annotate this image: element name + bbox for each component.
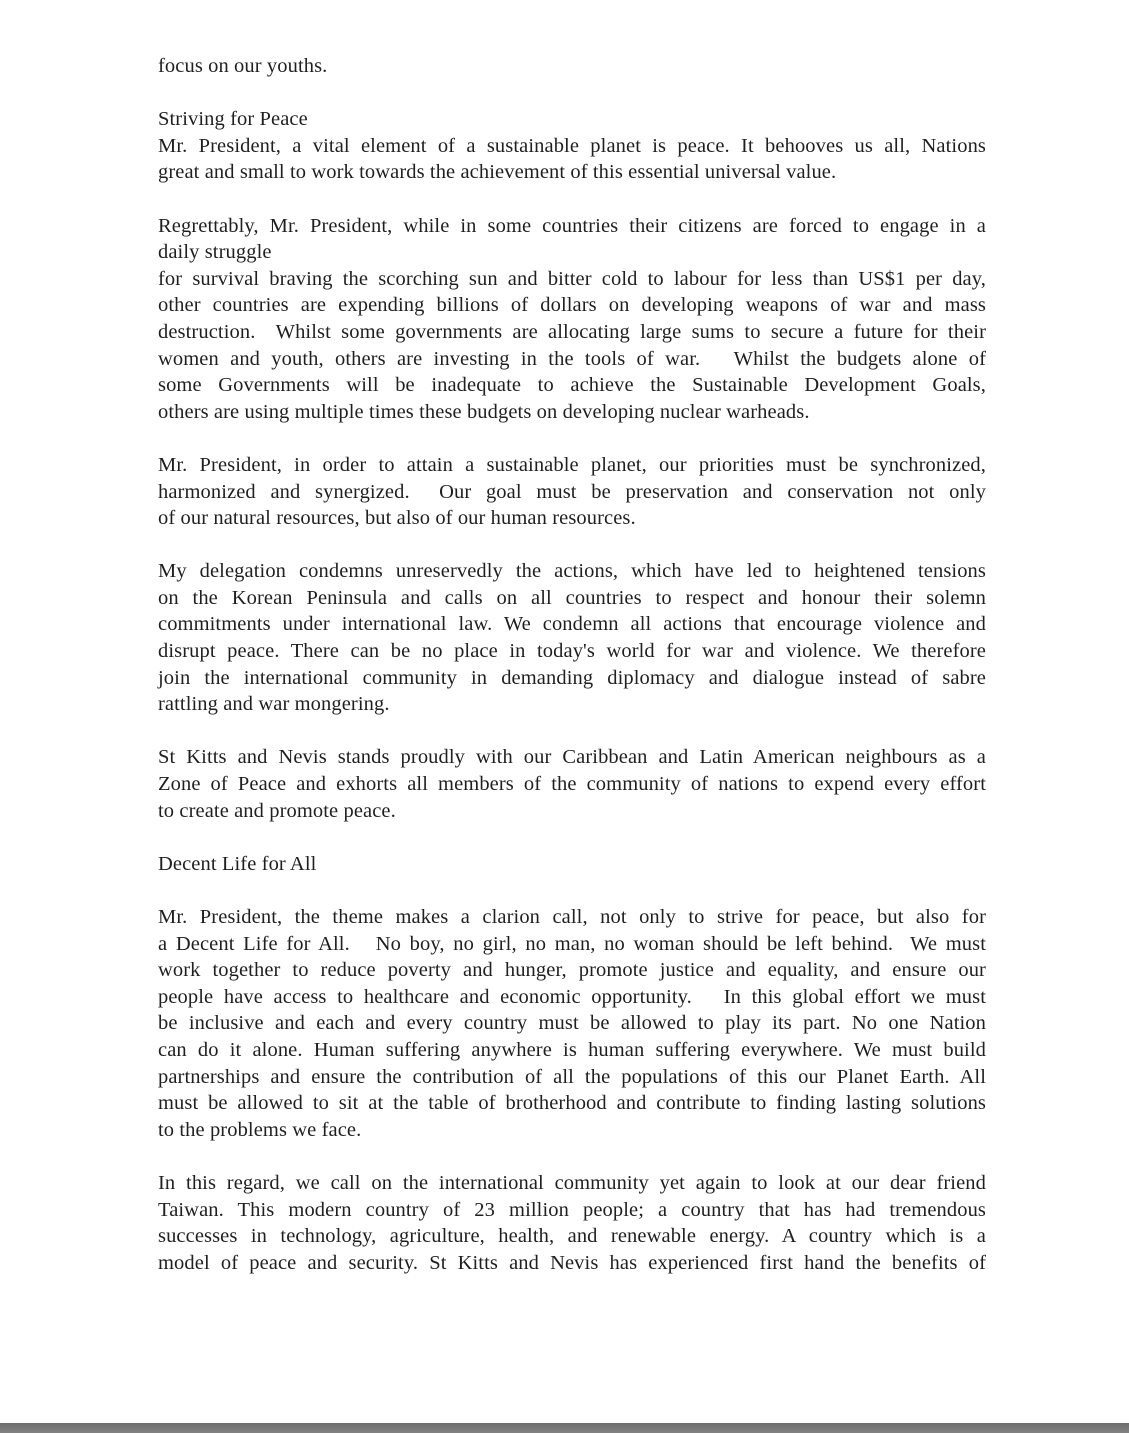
text-line: a Decent Life for All. No boy, no girl, no man, no woman should be left behind. We must: [158, 932, 986, 955]
text-line: destruction. Whilst some governments are allocating large sums to secure a future for their: [158, 320, 986, 343]
text-line: Taiwan. This modern country of 23 million people; a country that has had tremendous: [158, 1198, 986, 1221]
text-line: to create and promote peace.: [158, 799, 396, 822]
text-line: women and youth, others are investing in the tools of war. Whilst the budgets alone of: [158, 347, 986, 370]
text-line: others are using multiple times these budgets on developing nuclear warheads.: [158, 400, 810, 423]
text-line: Mr. President, the theme makes a clarion call, not only to strive for peace, but also for: [158, 906, 986, 928]
text-line: can do it alone. Human suffering anywhere is human suffering everywhere. We must build: [158, 1038, 986, 1061]
text-line: In this regard, we call on the international community yet again to look at our dear friend: [158, 1171, 986, 1194]
text-line: be inclusive and each and every country must be allowed to play its part. No one Nation: [158, 1012, 986, 1035]
text-line: people have access to healthcare and economic opportunity. In this global effort we must: [158, 985, 986, 1008]
paragraph-focus-on-youths: [158, 53, 986, 80]
heading-decent-life-for-all: [158, 851, 986, 878]
text-line: successes in technology, agriculture, health, and renewable energy. A country which is a: [158, 1225, 986, 1248]
text-line: My delegation condemns unreservedly the actions, which have led to heightened tensions: [158, 560, 986, 583]
text-line: harmonized and synergized. Our goal must be preservation and conservation not only: [158, 480, 986, 503]
text-line: great and small to work towards the achievement of this essential universal value.: [158, 161, 837, 184]
heading-striving-for-peace: [158, 106, 986, 133]
text-line: other countries are expending billions of dollars on developing weapons of war and mass: [158, 294, 986, 317]
text-line: Mr. President, in order to attain a sustainable planet, our priorities must be synchronized,: [158, 453, 986, 476]
text-line: some Governments will be inadequate to achieve the Sustainable Development Goals,: [158, 374, 986, 397]
paragraph-taiwan: [158, 1170, 986, 1276]
text-line: focus on our youths.: [158, 55, 328, 77]
text-line: Mr. President, a vital element of a sustainable planet is peace. It behooves us all, Nations: [158, 134, 986, 157]
text-line: commitments under international law. We condemn all actions that encourage violence and: [158, 613, 986, 636]
text-line: Striving for Peace: [158, 108, 308, 131]
text-line: of our natural resources, but also of our human resources.: [158, 507, 636, 530]
text-line: rattling and war mongering.: [158, 693, 390, 716]
paragraph-korean-peninsula: [158, 558, 986, 718]
text-line: on the Korean Peninsula and calls on all countries to respect and honour their solemn: [158, 586, 986, 609]
paragraph-synchronized: [158, 452, 986, 532]
text-line: work together to reduce poverty and hunger, promote justice and equality, and ensure our: [158, 959, 986, 982]
text-line: model of peace and security. St Kitts and Nevis has experienced first hand the benefits of: [158, 1251, 986, 1274]
text-line: disrupt peace. There can be no place in today's world for war and violence. We therefore: [158, 640, 986, 663]
text-line: daily struggle: [158, 241, 272, 264]
text-line: join the international community in demanding diplomacy and dialogue instead of sabre: [158, 666, 986, 689]
paragraph-clarion-call: [158, 904, 986, 1143]
text-line: must be allowed to sit at the table of brotherhood and contribute to finding lasting solutions: [158, 1092, 986, 1115]
bottom-window-edge: [0, 1423, 1129, 1433]
document-body: [158, 53, 986, 1276]
text-line: Decent Life for All: [158, 852, 317, 875]
paragraph-regrettably: [158, 213, 986, 426]
paragraph-zone-of-peace: [158, 744, 986, 824]
paragraph-vital-element: [158, 133, 986, 186]
text-line: partnerships and ensure the contribution of all the populations of this our Planet Earth. All: [158, 1065, 986, 1088]
text-line: to the problems we face.: [158, 1118, 362, 1141]
text-line: Regrettably, Mr. President, while in some countries their citizens are forced to engage in a: [158, 214, 986, 237]
text-line: for survival braving the scorching sun and bitter cold to labour for less than US$1 per day,: [158, 267, 986, 290]
text-line: St Kitts and Nevis stands proudly with our Caribbean and Latin American neighbours as a: [158, 746, 986, 769]
text-line: Zone of Peace and exhorts all members of the community of nations to expend every effort: [158, 773, 986, 796]
